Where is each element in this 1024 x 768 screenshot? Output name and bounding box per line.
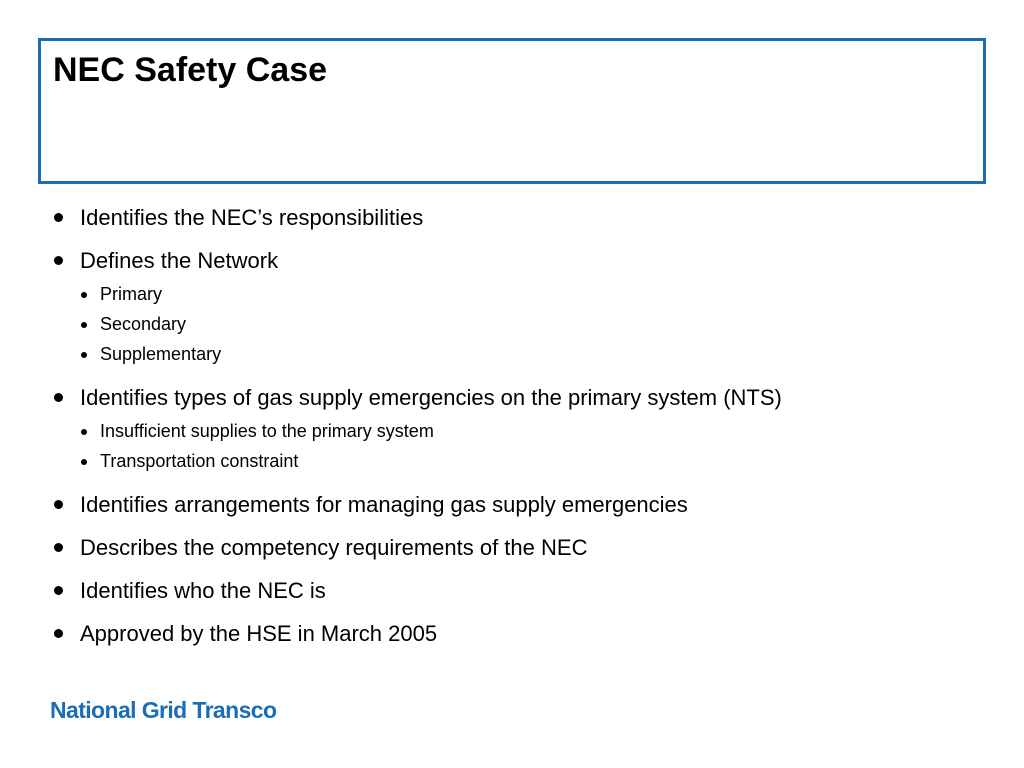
sub-bullet-icon <box>81 322 87 328</box>
slide-title: NEC Safety Case <box>53 51 328 89</box>
sub-bullet-text: Insufficient supplies to the primary system <box>100 421 434 441</box>
sub-bullet-text: Secondary <box>100 314 187 334</box>
bullet-list <box>52 204 992 663</box>
title-box <box>38 38 986 184</box>
sub-bullet-text: Supplementary <box>100 344 222 364</box>
bullet-text: Identifies who the NEC is <box>80 578 326 603</box>
bullet-text: Identifies the NEC’s responsibilities <box>80 205 424 230</box>
bullet-icon <box>54 256 63 265</box>
bullet-icon <box>54 213 63 222</box>
bullet-text: Identifies arrangements for managing gas supply emergencies <box>80 492 688 517</box>
bullet-item <box>52 620 992 648</box>
sub-bullet-icon <box>81 352 87 358</box>
bullet-item <box>52 491 992 519</box>
bullet-item <box>52 204 992 232</box>
sub-bullet-text: Transportation constraint <box>100 451 299 471</box>
bullet-icon <box>54 543 63 552</box>
bullet-text: Identifies types of gas supply emergencies on the primary system (NTS) <box>80 385 782 410</box>
sub-bullet-item <box>80 279 992 309</box>
sub-bullet-icon <box>81 429 87 435</box>
bullet-icon <box>54 586 63 595</box>
bullet-text: Approved by the HSE in March 2005 <box>80 621 438 646</box>
sub-bullet-item <box>80 309 992 339</box>
sub-bullet-list <box>80 416 992 476</box>
sub-bullet-item <box>80 446 992 476</box>
bullet-item <box>52 534 992 562</box>
bullet-text: Describes the competency requirements of the NEC <box>80 535 588 560</box>
bullet-text: Defines the Network <box>80 248 279 273</box>
company-logo: National Grid Transco <box>50 697 277 723</box>
sub-bullet-icon <box>81 292 87 298</box>
bullet-item <box>52 577 992 605</box>
bullet-icon <box>54 500 63 509</box>
bullet-item <box>52 384 992 476</box>
bullet-icon <box>54 393 63 402</box>
sub-bullet-text: Primary <box>100 284 162 304</box>
bullet-icon <box>54 629 63 638</box>
sub-bullet-item <box>80 339 992 369</box>
bullet-item <box>52 247 992 369</box>
sub-bullet-list <box>80 279 992 369</box>
sub-bullet-item <box>80 416 992 446</box>
sub-bullet-icon <box>81 459 87 465</box>
